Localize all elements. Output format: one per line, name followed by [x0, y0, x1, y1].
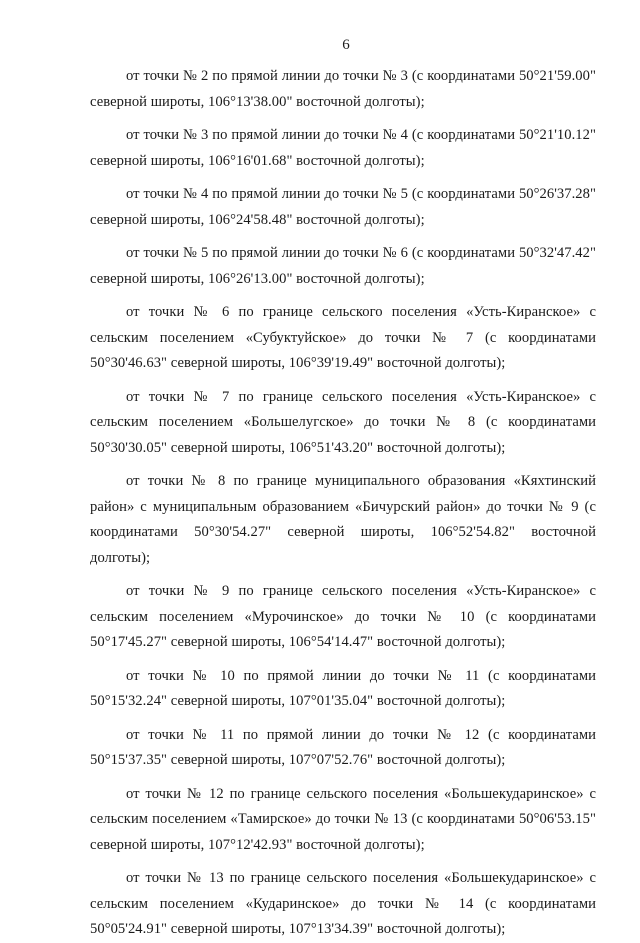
boundary-paragraph: от точки № 3 по прямой линии до точки № 4 (с координатами 50°21'10.12" северной широты, 106°16'01.68" восточной долготы);	[90, 127, 596, 169]
boundary-paragraph: от точки № 13 по границе сельского поселения «Большекударинское» с сельским поселением «Кударинское» до точки № 14 (с координатами 50°05'24.91" северной широты, 107°13'34.39" восточной долготы);	[90, 870, 596, 937]
boundary-paragraph: от точки № 2 по прямой линии до точки № 3 (с координатами 50°21'59.00" северной широты, 106°13'38.00" восточной долготы);	[90, 68, 596, 110]
boundary-paragraph: от точки № 6 по границе сельского поселения «Усть-Киранское» с сельским поселением «Субуктуйское» до точки № 7 (с координатами 50°30'46.63" северной широты, 106°39'19.49" восточной долготы);	[90, 304, 596, 371]
boundary-paragraph: от точки № 4 по прямой линии до точки № 5 (с координатами 50°26'37.28" северной широты, 106°24'58.48" восточной долготы);	[90, 186, 596, 228]
boundary-paragraph: от точки № 8 по границе муниципального образования «Кяхтинский район» с муниципальным образованием «Бичурский район» до точки № 9 (с координатами 50°30'54.27" северной широты, 106°52'54.82" восточной долготы);	[90, 473, 596, 566]
page-number: 6	[342, 37, 350, 53]
boundary-paragraph: от точки № 9 по границе сельского поселения «Усть-Киранское» с сельским поселением «Мурочинское» до точки № 10 (с координатами 50°17'45.27" северной широты, 106°54'14.47" восточной долготы);	[90, 583, 596, 650]
boundary-paragraph: от точки № 7 по границе сельского поселения «Усть-Киранское» с сельским поселением «Большелугское» до точки № 8 (с координатами 50°30'30.05" северной широты, 106°51'43.20" восточной долготы);	[90, 388, 596, 456]
boundary-paragraph: от точки № 5 по прямой линии до точки № 6 (с координатами 50°32'47.42" северной широты, 106°26'13.00" восточной долготы);	[90, 245, 596, 287]
boundary-paragraph: от точки № 12 по границе сельского поселения «Большекударинское» с сельским поселением «Тамирское» до точки № 13 (с координатами 50°06'53.15" северной широты, 107°12'42.93" восточной долготы);	[90, 785, 596, 853]
boundary-paragraph: от точки № 11 по прямой линии до точки № 12 (с координатами 50°15'37.35" северной широты, 107°07'52.76" восточной долготы);	[90, 726, 596, 768]
boundary-paragraph: от точки № 10 по прямой линии до точки № 11 (с координатами 50°15'32.24" северной широты, 107°01'35.04" восточной долготы);	[90, 667, 596, 709]
